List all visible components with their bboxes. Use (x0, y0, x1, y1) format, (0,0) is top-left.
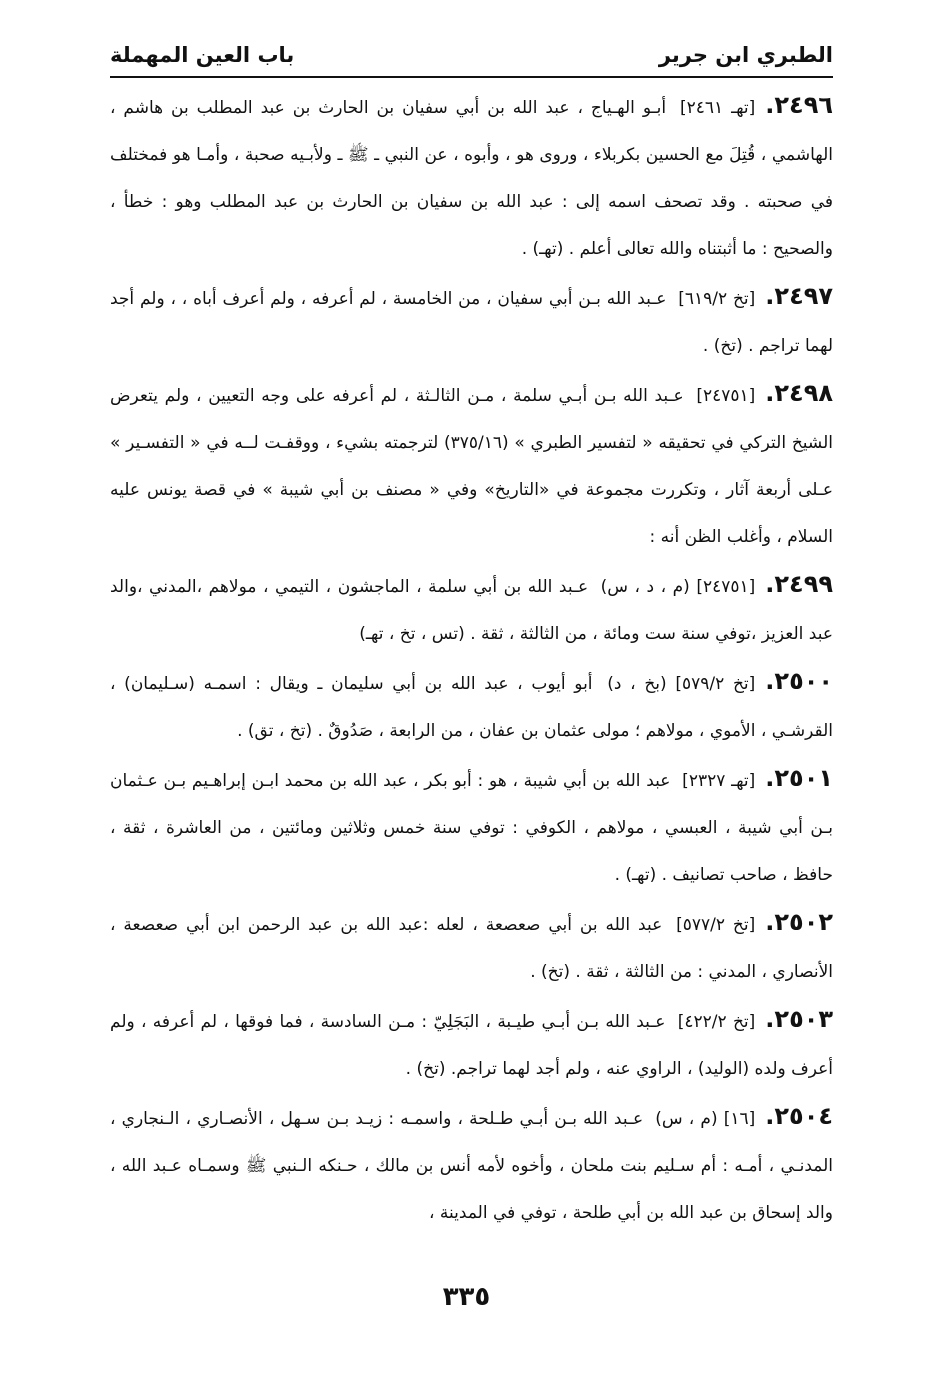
entry-number: ٢٤٩٩. (765, 570, 833, 598)
entry-2499 (110, 561, 833, 658)
entry-source: [٢٤٧٥١] (696, 386, 756, 406)
entries-body (110, 82, 833, 1237)
entry-2500 (110, 658, 833, 755)
entry-2504 (110, 1093, 833, 1237)
entry-2502 (110, 899, 833, 996)
entry-source: [٢٤٧٥١] (م ، د ، س) (600, 577, 756, 597)
entry-number: ٢٥٠٢. (765, 908, 833, 936)
entry-source: [تهـ ٢٤٦١] (680, 98, 756, 118)
entry-2497 (110, 273, 833, 370)
entry-number: ٢٥٠١. (765, 764, 833, 792)
entry-source: [تخ ٥٧٩/٢] (بخ ، د) (607, 674, 756, 694)
entry-2496 (110, 82, 833, 273)
header-chapter-title: باب العين المهملة (110, 43, 295, 67)
entry-number: ٢٤٩٦. (765, 91, 833, 119)
entry-text: عـبد الله بـن أبـي سلمة ، مـن الثالـثة ، لم أعرفه على وجه التعيين ، ولم يتعرض الشيخ التركي في تحقيقه « لتفسير الطبري » (٣٧٥/١٦) لترجمته بشيء ، ووقفـت لــه في « التفسـير » عـلى أربعة آثار ، وتكررت مجموعة في «التاريخ» وفي « مصنف بن أبي شيبة » في قصة يونس عليه السلام ، وأغلب الظن أنه : (110, 386, 833, 547)
page-number: ٣٣٥ (442, 1282, 491, 1312)
entry-2503 (110, 996, 833, 1093)
entry-number: ٢٤٩٧. (765, 282, 834, 310)
entry-text: عـبد الله بن أبي سلمة ، الماجشون ، التيمي ، مولاهم ،المدني ،والد عبد العزيز ،توفي سنة ست ومائة ، من الثالثة ، ثقة . (تس ، تخ ، تهـ) (110, 577, 833, 644)
entry-source: [١٦] (م ، س) (655, 1109, 756, 1129)
entry-source: [تخ ٥٧٧/٢] (676, 915, 756, 935)
entry-text: عـبد الله بـن أبـي طـلحة ، واسمـه : زيـد بـن سـهل ، الأنصـاري ، الـنجاري ، المدنـي ، أمـه : أم سـليم بنت ملحان ، وأخوه لأمه أنس بن مالك ، حـنكه الـنبي ﷺ وسمـاه عـبد الله ، والد إسحاق بن عبد الله بن أبي طلحة ، توفي في المدينة ، (110, 1109, 833, 1223)
entry-2501 (110, 755, 833, 899)
entry-number: ٢٥٠٤. (765, 1102, 833, 1130)
entry-source: [تهـ ٢٣٢٧] (682, 771, 756, 791)
entry-2498 (110, 370, 833, 561)
entry-text: عـبد الله بـن أبي سفيان ، من الخامسة ، لم أعرفه ، ولم أعرف أباه ، ، ولم أجد لهما تراجم . (تخ) . (110, 289, 833, 356)
entry-number: ٢٤٩٨. (765, 379, 833, 407)
entry-source: [تخ ٦١٩/٢] (678, 289, 756, 309)
entry-text: عـبد الله بـن أبـي طيـبة ، البَجَلِيّ : مـن السادسة ، فما فوقها ، لم أعرفه ، ولم أعرف ولده (الوليد) ، الراوي عنه ، ولم أجد لهما تراجم. (تخ) . (110, 1012, 833, 1079)
entry-text: عبد الله بن أبي صعصعة ، لعله :عبد الله بن عبد الرحمن ابن أبي صعصعة ، الأنصاري ، المدني : من الثالثة ، ثقة . (تخ) . (110, 915, 833, 982)
entry-source: [تخ ٤٢٢/٢] (677, 1012, 756, 1032)
entry-number: ٢٥٠٣. (765, 1005, 834, 1033)
entry-text: عبد الله بن أبي شيبة ، هو : أبو بكر ، عبد الله بن محمد ابـن إبراهـيم بـن عـثمان بـن أبي شيبة ، العبسي ، مولاهم ، الكوفي : توفي سنة خمس وثلاثين ومائتين ، من العاشرة ، ثقة ، حافظ ، صاحب تصانيف . (تهـ) . (110, 771, 833, 885)
running-header (110, 34, 833, 78)
entry-number: ٢٥٠٠. (765, 667, 834, 695)
entry-text: أبـو الهـياج ، عبد الله بن أبي سفيان بن الحارث بن عبد المطلب بن هاشم ، الهاشمي ، قُتِلَ مع الحسين بكربلاء ، وروى هو ، وأبوه ، عن النبي ـ ﷺ ـ ولأبـيه صحبة ، وأمـا هو فمختلف في صحبته . وقد تصحف اسمه إلى : عبد الله بن سفيان بن الحارث بن عبد المطلب وهو : خطأ ، والصحيح : ما أثبتناه والله تعالى أعلم . (تهـ) . (110, 98, 833, 259)
header-book-title: الطبري ابن جرير (658, 43, 833, 67)
entry-text: أبو أيوب ، عبد الله بن أبي سليمان ـ ويقال : اسمـه (سـليمان) ، القرشـي ، الأموي ، مولاهم ؛ مولى عثمان بن عفان ، من الرابعة ، صَدُوقٌ . (تخ ، تق) . (110, 674, 833, 741)
